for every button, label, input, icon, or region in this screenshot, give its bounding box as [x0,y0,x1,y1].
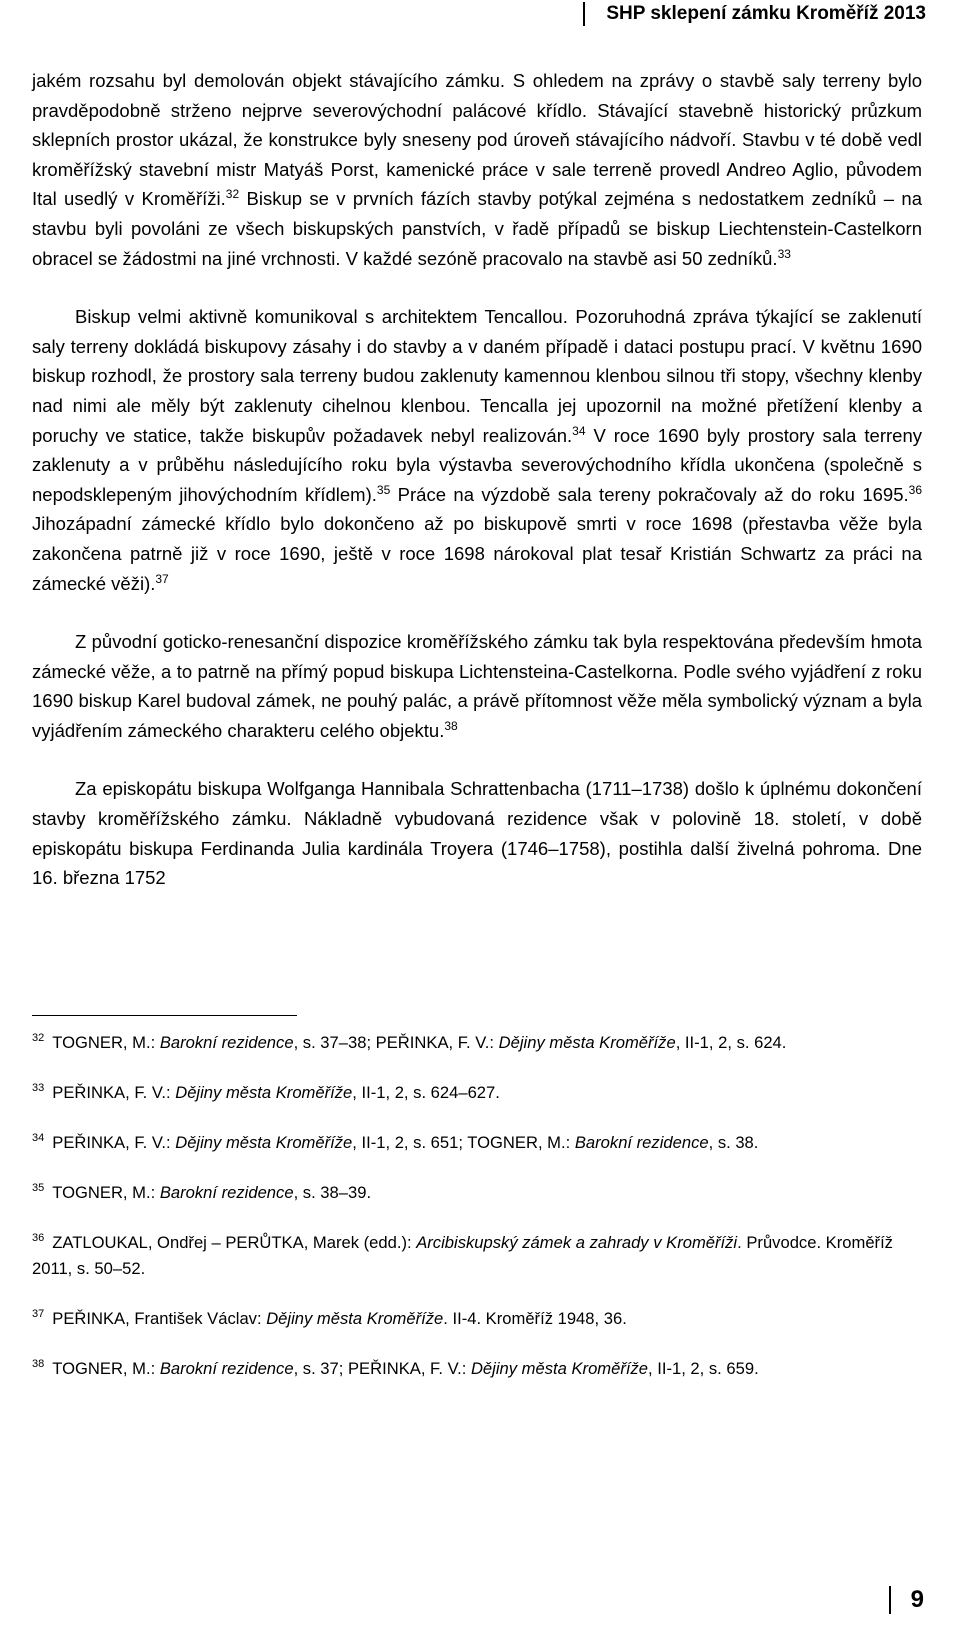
header-title: SHP sklepení zámku Kroměříž 2013 [606,3,926,24]
footnote-text: , II-1, 2, s. 659. [648,1359,759,1378]
footnote-text: . II-4. Kroměříž 1948, 36. [443,1309,627,1328]
footnote-36 [32,1230,922,1282]
footnote-text: PEŘINKA, F. V.: [52,1133,176,1152]
footnote-text: , s. 37–38; PEŘINKA, F. V.: [293,1033,499,1052]
header-divider [583,2,585,26]
paragraph-2 [32,302,922,598]
paragraph-text: Práce na výzdobě sala tereny pokračovaly až do roku 1695. [390,483,909,505]
footnote-number: 36 [32,1232,45,1244]
footnote-title: Barokní rezidence [159,1183,294,1202]
footnote-text: , II-1, 2, s. 624. [675,1033,787,1052]
footnote-number: 38 [32,1358,45,1370]
running-header [583,0,926,28]
page-number: 9 [910,1586,924,1613]
footnote-ref[interactable]: 33 [777,246,791,261]
footnote-text: , s. 37; PEŘINKA, F. V.: [293,1359,471,1378]
paragraph-text: Jihozápadní zámecké křídlo bylo dokončeno až po biskupově smrti v roce 1698 (přestavba věže byla zakončena patrně již v roce 1690, ještě v roce 1698 nárokoval plat tesař Kristián Schwartz za práci na zámecké věži). [32,513,922,594]
footnote-37 [32,1306,922,1332]
footnote-text: , II-1, 2, s. 651; TOGNER, M.: [352,1133,575,1152]
footnote-ref[interactable]: 37 [155,571,169,586]
footnote-title: Dějiny města Kroměříže [175,1133,353,1152]
footnotes-list [32,1030,922,1406]
footnote-33 [32,1080,922,1106]
footnote-ref[interactable]: 34 [572,423,586,438]
footnote-title: Dějiny města Kroměříže [266,1309,444,1328]
footnote-text: ZATLOUKAL, Ondřej – PERŮTKA, Marek (edd.): [52,1233,417,1252]
page-footer [889,1586,924,1614]
footnote-text: TOGNER, M.: [52,1359,160,1378]
paragraph-text: jakém rozsahu byl demolován objekt stávajícího zámku. S ohledem na zprávy o stavbě saly terreny bylo pravděpodobně strženo nejprve severovýchodní palácové křídlo. Stávající stavebně historický průzkum sklepních prostor ukázal, že konstrukce byly sneseny pod úroveň stávajícího nádvoří. Stavbu v té době vedl kroměřížský stavební mistr Matyáš Porst, kamenické práce v sale terreně provedl Andreo Aglio, původem Ital usedlý v Kroměříži. [32,70,922,210]
footnote-34 [32,1130,922,1156]
footnote-number: 37 [32,1308,45,1320]
footnote-separator [32,1015,297,1016]
paragraph-1 [32,66,922,273]
footnote-text: , s. 38. [708,1133,759,1152]
footnote-title: Dějiny města Kroměříže [175,1083,353,1102]
paragraph-4 [32,774,922,892]
footnote-ref[interactable]: 35 [376,482,391,497]
footnote-title: Barokní rezidence [159,1033,294,1052]
footnote-ref[interactable]: 38 [444,718,458,733]
footnote-title: Dějiny města Kroměříže [470,1359,649,1378]
footnote-title: Arcibiskupský zámek a zahrady v Kroměříži [416,1233,738,1252]
footnote-text: TOGNER, M.: [52,1183,160,1202]
body-text [32,66,922,893]
footnote-title: Barokní rezidence [159,1359,294,1378]
footnote-38 [32,1356,922,1382]
footnote-ref[interactable]: 32 [225,187,240,202]
footnote-text: . Průvodce. Kroměříž 2011, s. 50–52. [32,1233,893,1278]
footnote-text: , s. 38–39. [293,1183,372,1202]
paragraph-text: V roce 1690 byly prostory sala terreny zaklenuty a v průběhu následujícího roku byla výstavba severovýchodního křídla ukončena (společně s nepodsklepeným jihovýchodním křídlem). [32,424,922,505]
footnote-text: , II-1, 2, s. 624–627. [352,1083,500,1102]
footnote-ref[interactable]: 36 [908,482,922,497]
footnote-title: Dějiny města Kroměříže [498,1033,676,1052]
paragraph-text: Biskup se v prvních fázích stavby potýkal zejména s nedostatkem zedníků – na stavbu byli povoláni ze všech biskupských panstvích, v řadě případů se biskup Liechtenstein-Castelkorn obracel se žádostmi na jiné vrchnosti. V každé sezóně pracovalo na stavbě asi 50 zedníků. [32,188,922,269]
footnote-32 [32,1030,922,1056]
paragraph-text: Za episkopátu biskupa Wolfganga Hannibala Schrattenbacha (1711–1738) došlo k úplnému dokončení stavby kroměřížského zámku. Nákladně vybudovaná rezidence však v polovině 18. století, v době episkopátu biskupa Ferdinanda Julia kardinála Troyera (1746–1758), postihla další živelná pohroma. Dne 16. března 1752 [32,778,922,889]
footnote-35 [32,1180,922,1206]
paragraph-text: Biskup velmi aktivně komunikoval s architektem Tencallou. Pozoruhodná zpráva týkající se zaklenutí saly terreny dokládá biskupovy zásahy i do stavby a v daném případě i dataci postupu prací. V květnu 1690 biskup rozhodl, že prostory sala terreny budou zaklenuty kamennou klenbou silnou tři stopy, všechny klenby nad nimi ale měly být zaklenuty cihelnou klenbou. Tencalla jej upozornil na možné přetížení klenby a poruchy ve statice, takže biskupův požadavek nebyl realizován. [32,306,922,446]
footnote-number: 35 [32,1182,45,1194]
paragraph-3 [32,627,922,745]
footnote-title: Barokní rezidence [574,1133,709,1152]
paragraph-text: Z původní goticko-renesanční dispozice kroměřížského zámku tak byla respektována především hmota zámecké věže, a to patrně na přímý popud biskupa Lichtensteina-Castelkorna. Podle svého vyjádření z roku 1690 biskup Karel budoval zámek, ne pouhý palác, a právě přítomnost věže měla symbolický význam a byla vyjádřením zámeckého charakteru celého objektu. [32,631,922,741]
footnote-text: TOGNER, M.: [52,1033,160,1052]
footnote-number: 34 [32,1132,45,1144]
footnote-text: PEŘINKA, František Václav: [52,1309,267,1328]
footnote-text: PEŘINKA, F. V.: [52,1083,176,1102]
footnote-number: 32 [32,1032,45,1044]
footer-divider [889,1586,891,1614]
footnote-number: 33 [32,1082,45,1094]
